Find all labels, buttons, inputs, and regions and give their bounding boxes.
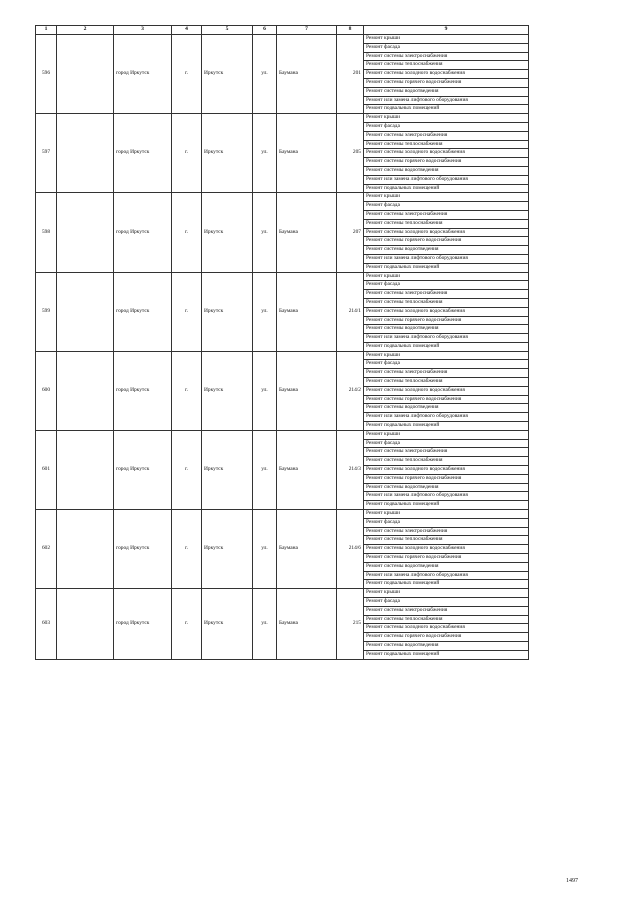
house-number-cell: 201 (337, 35, 364, 114)
locality-cell: город Иркутск (114, 35, 172, 114)
settlement-type-cell: г. (172, 430, 202, 509)
work-type-cell: Ремонт системы электроснабжения (364, 210, 529, 219)
street-name-cell: Баумана (277, 193, 337, 272)
work-type-cell: Ремонт подвальных помещений (364, 422, 529, 431)
work-type-cell: Ремонт системы теплоснабжения (364, 298, 529, 307)
street-name-cell: Баумана (277, 589, 337, 659)
empty-cell (57, 272, 114, 351)
work-type-cell: Ремонт системы водоотведения (364, 246, 529, 255)
street-name-cell: Баумана (277, 510, 337, 589)
house-number-cell: 207 (337, 193, 364, 272)
work-type-cell: Ремонт системы электроснабжения (364, 131, 529, 140)
street-name-cell: Баумана (277, 430, 337, 509)
table-row (36, 351, 529, 360)
work-type-cell: Ремонт системы электроснабжения (364, 606, 529, 615)
work-type-cell: Ремонт подвальных помещений (364, 105, 529, 114)
work-type-cell: Ремонт системы горячего водоснабжения (364, 78, 529, 87)
work-type-cell: Ремонт системы холодного водоснабжения (364, 149, 529, 158)
street-type-cell: ул. (253, 272, 277, 351)
table-row (36, 430, 529, 439)
record-number-cell: 601 (36, 430, 57, 509)
work-type-cell: Ремонт системы холодного водоснабжения (364, 624, 529, 633)
city-cell: Иркутск (202, 193, 253, 272)
house-number-cell: 215 (337, 589, 364, 659)
repair-schedule-table (35, 25, 529, 660)
settlement-type-cell: г. (172, 510, 202, 589)
work-type-cell: Ремонт фасада (364, 122, 529, 131)
table-row (36, 589, 529, 598)
street-name-cell: Баумана (277, 114, 337, 193)
street-name-cell: Баумана (277, 351, 337, 430)
column-header-4: 4 (172, 26, 202, 35)
column-header-2: 2 (57, 26, 114, 35)
street-type-cell: ул. (253, 510, 277, 589)
city-cell: Иркутск (202, 510, 253, 589)
work-type-cell: Ремонт системы электроснабжения (364, 290, 529, 299)
work-type-cell: Ремонт системы теплоснабжения (364, 457, 529, 466)
house-number-cell: 214/2 (337, 351, 364, 430)
house-number-cell: 214/6 (337, 510, 364, 589)
empty-cell (57, 114, 114, 193)
column-header-6: 6 (253, 26, 277, 35)
work-type-cell: Ремонт системы холодного водоснабжения (364, 228, 529, 237)
locality-cell: город Иркутск (114, 589, 172, 659)
work-type-cell: Ремонт подвальных помещений (364, 263, 529, 272)
work-type-cell: Ремонт или замена лифтового оборудования (364, 175, 529, 184)
city-cell: Иркутск (202, 589, 253, 659)
work-type-cell: Ремонт системы горячего водоснабжения (364, 474, 529, 483)
work-type-cell: Ремонт подвальных помещений (364, 342, 529, 351)
settlement-type-cell: г. (172, 589, 202, 659)
record-number-cell: 600 (36, 351, 57, 430)
record-number-cell: 603 (36, 589, 57, 659)
work-type-cell: Ремонт крыши (364, 114, 529, 123)
work-type-cell: Ремонт крыши (364, 351, 529, 360)
work-type-cell: Ремонт системы водоотведения (364, 87, 529, 96)
work-type-cell: Ремонт крыши (364, 193, 529, 202)
work-type-cell: Ремонт системы горячего водоснабжения (364, 316, 529, 325)
city-cell: Иркутск (202, 430, 253, 509)
work-type-cell: Ремонт подвальных помещений (364, 580, 529, 589)
column-header-8: 8 (337, 26, 364, 35)
work-type-cell: Ремонт фасада (364, 281, 529, 290)
settlement-type-cell: г. (172, 193, 202, 272)
work-type-cell: Ремонт системы электроснабжения (364, 448, 529, 457)
work-type-cell: Ремонт или замена лифтового оборудования (364, 413, 529, 422)
settlement-type-cell: г. (172, 35, 202, 114)
work-type-cell: Ремонт крыши (364, 510, 529, 519)
work-type-cell: Ремонт системы холодного водоснабжения (364, 386, 529, 395)
column-header-1: 1 (36, 26, 57, 35)
table-row (36, 272, 529, 281)
work-type-cell: Ремонт системы теплоснабжения (364, 140, 529, 149)
work-type-cell: Ремонт системы горячего водоснабжения (364, 554, 529, 563)
locality-cell: город Иркутск (114, 114, 172, 193)
column-number-header-row (36, 26, 529, 35)
locality-cell: город Иркутск (114, 193, 172, 272)
street-type-cell: ул. (253, 589, 277, 659)
work-type-cell: Ремонт системы водоотведения (364, 325, 529, 334)
house-number-cell: 205 (337, 114, 364, 193)
work-type-cell: Ремонт или замена лифтового оборудования (364, 254, 529, 263)
work-type-cell: Ремонт системы водоотведения (364, 166, 529, 175)
work-type-cell: Ремонт системы водоотведения (364, 562, 529, 571)
table-row (36, 193, 529, 202)
work-type-cell: Ремонт крыши (364, 589, 529, 598)
street-name-cell: Баумана (277, 35, 337, 114)
work-type-cell: Ремонт системы теплоснабжения (364, 378, 529, 387)
record-number-cell: 596 (36, 35, 57, 114)
work-type-cell: Ремонт подвальных помещений (364, 184, 529, 193)
work-type-cell: Ремонт системы теплоснабжения (364, 61, 529, 70)
empty-cell (57, 351, 114, 430)
work-type-cell: Ремонт подвальных помещений (364, 501, 529, 510)
record-number-cell: 599 (36, 272, 57, 351)
work-type-cell: Ремонт фасада (364, 202, 529, 211)
work-type-cell: Ремонт системы горячего водоснабжения (364, 237, 529, 246)
work-type-cell: Ремонт системы водоотведения (364, 641, 529, 650)
work-type-cell: Ремонт фасада (364, 439, 529, 448)
settlement-type-cell: г. (172, 114, 202, 193)
locality-cell: город Иркутск (114, 351, 172, 430)
work-type-cell: Ремонт системы электроснабжения (364, 527, 529, 536)
work-type-cell: Ремонт системы теплоснабжения (364, 615, 529, 624)
city-cell: Иркутск (202, 35, 253, 114)
page-number: 1497 (566, 878, 578, 884)
street-type-cell: ул. (253, 351, 277, 430)
street-type-cell: ул. (253, 430, 277, 509)
record-number-cell: 602 (36, 510, 57, 589)
table-row (36, 114, 529, 123)
work-type-cell: Ремонт системы горячего водоснабжения (364, 158, 529, 167)
street-name-cell: Баумана (277, 272, 337, 351)
street-type-cell: ул. (253, 114, 277, 193)
work-type-cell: Ремонт системы холодного водоснабжения (364, 70, 529, 79)
work-type-cell: Ремонт системы холодного водоснабжения (364, 545, 529, 554)
locality-cell: город Иркутск (114, 510, 172, 589)
work-type-cell: Ремонт системы теплоснабжения (364, 536, 529, 545)
work-type-cell: Ремонт системы холодного водоснабжения (364, 466, 529, 475)
empty-cell (57, 35, 114, 114)
table-row (36, 35, 529, 44)
settlement-type-cell: г. (172, 272, 202, 351)
work-type-cell: Ремонт фасада (364, 598, 529, 607)
work-type-cell: Ремонт системы водоотведения (364, 483, 529, 492)
work-type-cell: Ремонт фасада (364, 360, 529, 369)
city-cell: Иркутск (202, 272, 253, 351)
work-type-cell: Ремонт или замена лифтового оборудования (364, 571, 529, 580)
work-type-cell: Ремонт системы водоотведения (364, 404, 529, 413)
house-number-cell: 214/3 (337, 430, 364, 509)
work-type-cell: Ремонт или замена лифтового оборудования (364, 96, 529, 105)
work-type-cell: Ремонт системы электроснабжения (364, 369, 529, 378)
column-header-7: 7 (277, 26, 337, 35)
work-type-cell: Ремонт системы электроснабжения (364, 52, 529, 61)
work-type-cell: Ремонт или замена лифтового оборудования (364, 492, 529, 501)
work-type-cell: Ремонт системы теплоснабжения (364, 219, 529, 228)
column-header-5: 5 (202, 26, 253, 35)
work-type-cell: Ремонт крыши (364, 35, 529, 44)
table-body (36, 35, 529, 660)
work-type-cell: Ремонт подвальных помещений (364, 650, 529, 659)
work-type-cell: Ремонт крыши (364, 272, 529, 281)
settlement-type-cell: г. (172, 351, 202, 430)
record-number-cell: 597 (36, 114, 57, 193)
work-type-cell: Ремонт или замена лифтового оборудования (364, 334, 529, 343)
work-type-cell: Ремонт фасада (364, 43, 529, 52)
empty-cell (57, 589, 114, 659)
empty-cell (57, 510, 114, 589)
locality-cell: город Иркутск (114, 272, 172, 351)
column-header-9: 9 (364, 26, 529, 35)
street-type-cell: ул. (253, 35, 277, 114)
city-cell: Иркутск (202, 114, 253, 193)
city-cell: Иркутск (202, 351, 253, 430)
table-row (36, 510, 529, 519)
record-number-cell: 598 (36, 193, 57, 272)
house-number-cell: 214/1 (337, 272, 364, 351)
street-type-cell: ул. (253, 193, 277, 272)
empty-cell (57, 430, 114, 509)
work-type-cell: Ремонт системы горячего водоснабжения (364, 633, 529, 642)
work-type-cell: Ремонт фасада (364, 518, 529, 527)
work-type-cell: Ремонт системы холодного водоснабжения (364, 307, 529, 316)
column-header-3: 3 (114, 26, 172, 35)
work-type-cell: Ремонт крыши (364, 430, 529, 439)
work-type-cell: Ремонт системы горячего водоснабжения (364, 395, 529, 404)
empty-cell (57, 193, 114, 272)
locality-cell: город Иркутск (114, 430, 172, 509)
